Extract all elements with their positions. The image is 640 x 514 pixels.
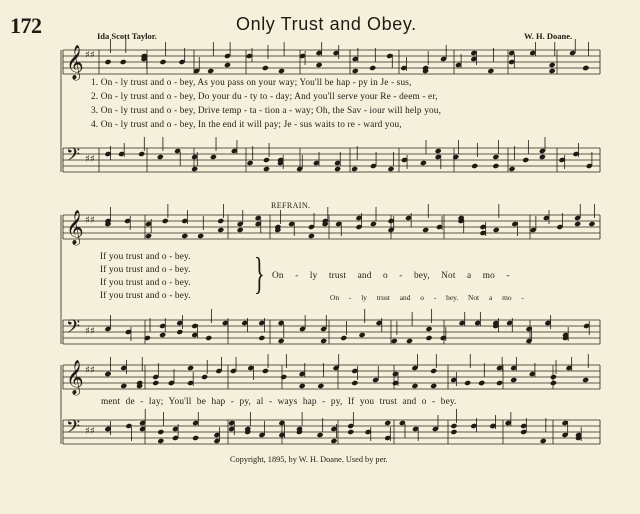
svg-text:𝄞: 𝄞 <box>66 360 84 395</box>
brace-symbol: } <box>254 249 265 298</box>
refrain-bass-line: On - ly trust and o - bey. Not a mo - <box>330 293 524 302</box>
svg-text:♯♯: ♯♯ <box>85 50 95 61</box>
svg-text:𝄞: 𝄞 <box>66 45 84 80</box>
refrain-line-4: If you trust and o - bey. <box>100 291 191 301</box>
verse-line-2: 2. On - ly trust and o - bey, Do your du - ty to - day; And you'll serve your Re - deem - er, <box>91 92 438 102</box>
refrain-tenor-line: On - ly trust and o - bey, Not a mo - <box>272 271 510 281</box>
hymn-title: Only Trust and Obey. <box>236 14 417 34</box>
svg-text:♯♯: ♯♯ <box>85 154 95 165</box>
verse-line-4: 4. On - ly trust and o - bey, In the end it will pay; Je - sus waits to re - ward you, <box>91 120 402 130</box>
svg-text:𝄢: 𝄢 <box>66 417 81 442</box>
clefs <box>66 45 95 442</box>
page-number: 172 <box>10 13 42 38</box>
svg-text:𝄞: 𝄞 <box>66 210 84 245</box>
refrain-label: REFRAIN. <box>271 201 311 210</box>
refrain-line-1: If you trust and o - bey. <box>100 252 191 262</box>
refrain-line-2: If you trust and o - bey. <box>100 265 191 275</box>
composer-credit: W. H. Doane. <box>524 31 573 41</box>
copyright-notice: Copyright, 1895, by W. H. Doane. Used by per. <box>230 455 388 464</box>
verse-line-1: 1. On - ly trust and o - bey, As you pass on your way; You'll be hap - py in Je - sus, <box>91 78 412 88</box>
lyricist-credit: Ida Scott Taylor. <box>97 31 157 41</box>
svg-text:𝄢: 𝄢 <box>66 317 81 342</box>
svg-text:♯♯: ♯♯ <box>85 326 95 337</box>
svg-text:♯♯: ♯♯ <box>85 365 95 376</box>
refrain-line-3: If you trust and o - bey. <box>100 278 191 288</box>
svg-text:♯♯: ♯♯ <box>85 215 95 226</box>
svg-text:𝄢: 𝄢 <box>66 145 81 170</box>
refrain-final-line: ment de - lay; You'll be hap - py, al - ways hap - py, If you trust and o - bey. <box>101 397 457 407</box>
svg-text:♯♯: ♯♯ <box>85 426 95 437</box>
verse-line-3: 3. On - ly trust and o - bey, Drive temp - ta - tion a - way; Oh, the Sav - iour will help you, <box>91 106 442 116</box>
